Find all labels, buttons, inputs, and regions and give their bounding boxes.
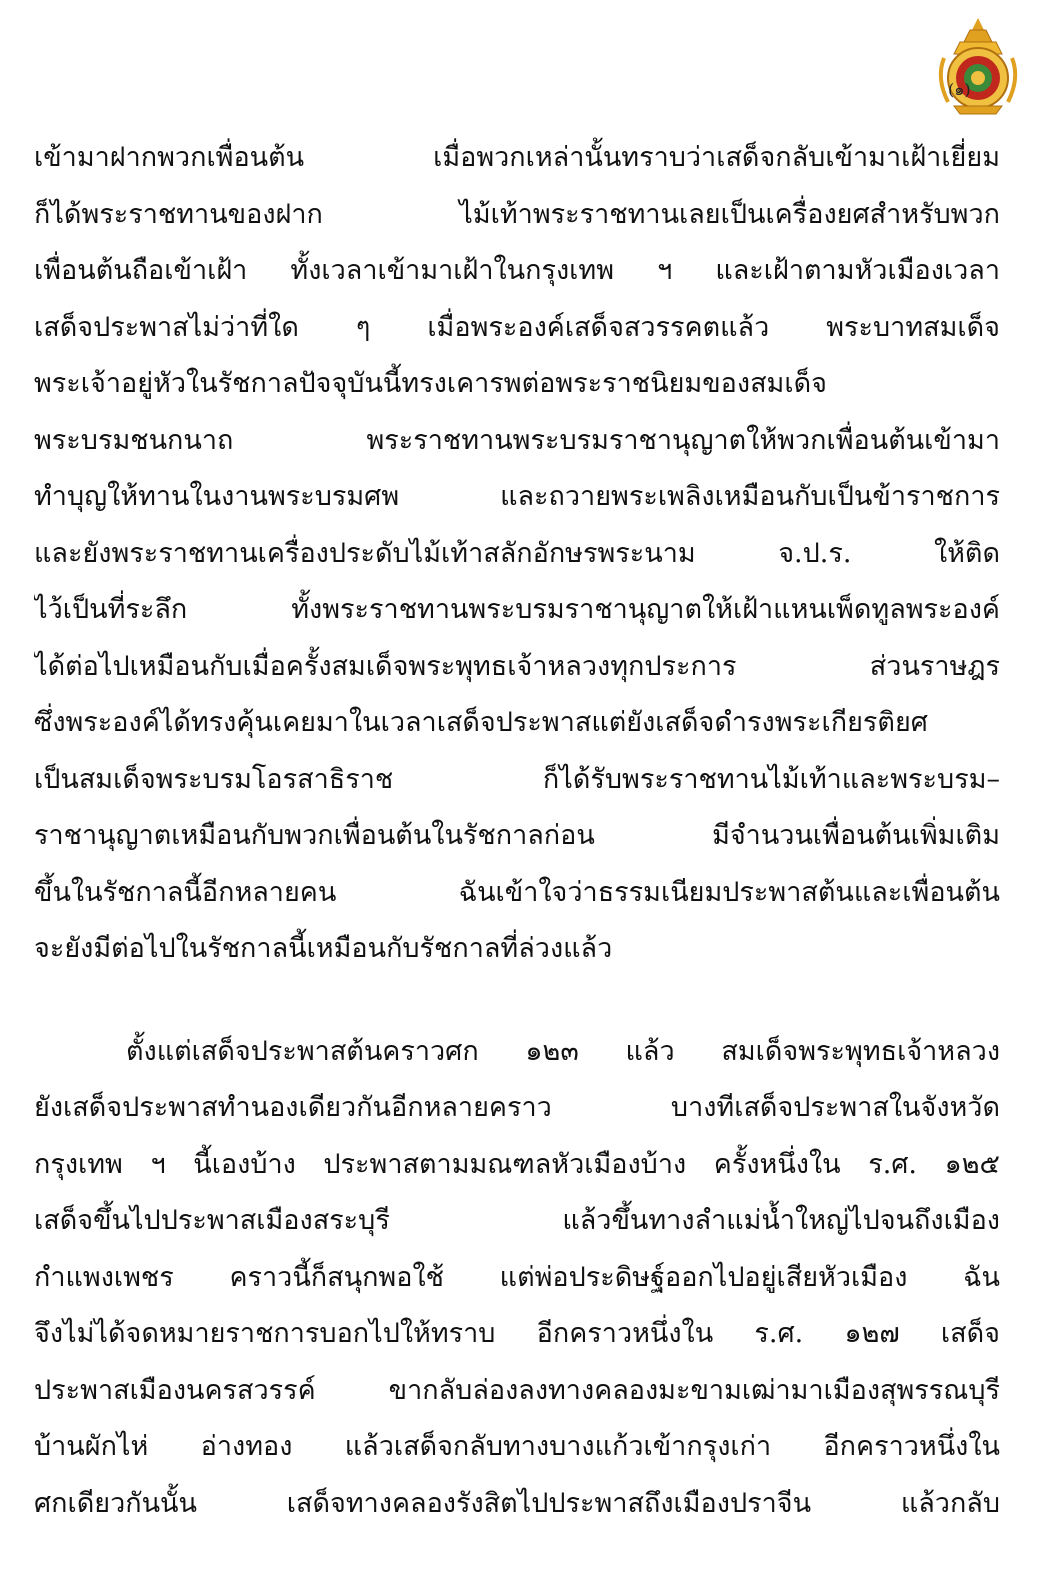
- text-line: เพื่อนต้นถือเข้าเฝ้า ทั้งเวลาเข้ามาเฝ้าในกรุงเทพ ฯ และเฝ้าตามหัวเมืองเวลา: [34, 255, 1000, 286]
- text-line: กรุงเทพ ฯ นี้เองบ้าง ประพาสตามมณฑลหัวเมืองบ้าง ครั้งหนึ่งใน ร.ศ. ๑๒๕: [34, 1148, 1000, 1180]
- text-line: ได้ต่อไปเหมือนกับเมื่อครั้งสมเด็จพระพุทธเจ้าหลวงทุกประการ ส่วนราษฎร: [34, 650, 1000, 682]
- text-line: และยังพระราชทานเครื่องประดับไม้เท้าสลักอักษรพระนาม จ.ป.ร. ให้ติด: [34, 537, 1000, 569]
- text-line: ก็ได้พระราชทานของฝาก ไม้เท้าพระราชทานเลยเป็นเครื่องยศสำหรับพวก: [34, 198, 1000, 230]
- text-line: กำแพงเพชร คราวนี้ก็สนุกพอใช้ แต่พ่อประดิษฐ์ออกไปอยู่เสียหัวเมือง ฉัน: [34, 1261, 1000, 1293]
- text-line: ราชานุญาตเหมือนกับพวกเพื่อนต้นในรัชกาลก่อน มีจำนวนเพื่อนต้นเพิ่มเติม: [34, 820, 1000, 851]
- text-line: จะยังมีต่อไปในรัชกาลนี้เหมือนกับรัชกาลที่ล่วงแล้ว: [34, 933, 613, 964]
- text-line: ประพาสเมืองนครสวรรค์ ขากลับล่องลงทางคลองมะขามเฒ่ามาเมืองสุพรรณบุรี: [34, 1374, 1000, 1406]
- text-line: ซึ่งพระองค์ได้ทรงคุ้นเคยมาในเวลาเสด็จประพาสแต่ยังเสด็จดำรงพระเกียรติยศ: [34, 707, 928, 738]
- text-line: ทำบุญให้ทานในงานพระบรมศพ และถวายพระเพลิงเหมือนกับเป็นข้าราชการ: [34, 481, 1000, 512]
- text-line: พระเจ้าอยู่หัวในรัชกาลปัจจุบันนี้ทรงเคารพต่อพระราชนิยมของสมเด็จ: [34, 368, 827, 399]
- paragraph-gap: [34, 978, 1000, 1024]
- text-line: ศกเดียวกันนั้น เสด็จทางคลองรังสิตไปประพาสถึงเมืองปราจีน แล้วกลับ: [34, 1487, 1000, 1519]
- text-line: พระบรมชนกนาถ พระราชทานพระบรมราชานุญาตให้พวกเพื่อนต้นเข้ามา: [34, 424, 1000, 456]
- emblem-seal-icon: [930, 14, 1026, 118]
- paragraph-2: [34, 1024, 1000, 1533]
- text-line: เป็นสมเด็จพระบรมโอรสาธิราช ก็ได้รับพระราชทานไม้เท้าและพระบรม–: [34, 763, 1000, 795]
- text-line: บ้านผักไห่ อ่างทอง แล้วเสด็จกลับทางบางแก้วเข้ากรุงเก่า อีกคราวหนึ่งใน: [34, 1431, 1000, 1462]
- body-text: [34, 130, 1000, 1532]
- text-line: เสด็จประพาสไม่ว่าที่ใด ๆ เมื่อพระองค์เสด็จสวรรคตแล้ว พระบาทสมเด็จ: [34, 311, 1000, 343]
- text-line: เสด็จขึ้นไปประพาสเมืองสระบุรี แล้วขึ้นทางลำแม่น้ำใหญ่ไปจนถึงเมือง: [34, 1205, 1000, 1236]
- paragraph-1: [34, 130, 1000, 978]
- text-line: ขึ้นในรัชกาลนี้อีกหลายคน ฉันเข้าใจว่าธรรมเนียมประพาสต้นและเพื่อนต้น: [34, 876, 1000, 908]
- page-number: (๑): [948, 80, 971, 99]
- text-line: เข้ามาฝากพวกเพื่อนต้น เมื่อพวกเหล่านั้นทราบว่าเสด็จกลับเข้ามาเฝ้าเยี่ยม: [34, 142, 1000, 173]
- text-line: จึงไม่ได้จดหมายราชการบอกไปให้ทราบ อีกคราวหนึ่งใน ร.ศ. ๑๒๗ เสด็จ: [34, 1318, 1000, 1349]
- text-line: ไว้เป็นที่ระลึก ทั้งพระราชทานพระบรมราชานุญาตให้เฝ้าแหนเพ็ดทูลพระองค์: [34, 594, 1000, 625]
- text-line: ตั้งแต่เสด็จประพาสต้นคราวศก ๑๒๓ แล้ว สมเด็จพระพุทธเจ้าหลวง: [126, 1035, 1000, 1067]
- text-line: ยังเสด็จประพาสทำนองเดียวกันอีกหลายคราว บางทีเสด็จประพาสในจังหวัด: [34, 1092, 1000, 1123]
